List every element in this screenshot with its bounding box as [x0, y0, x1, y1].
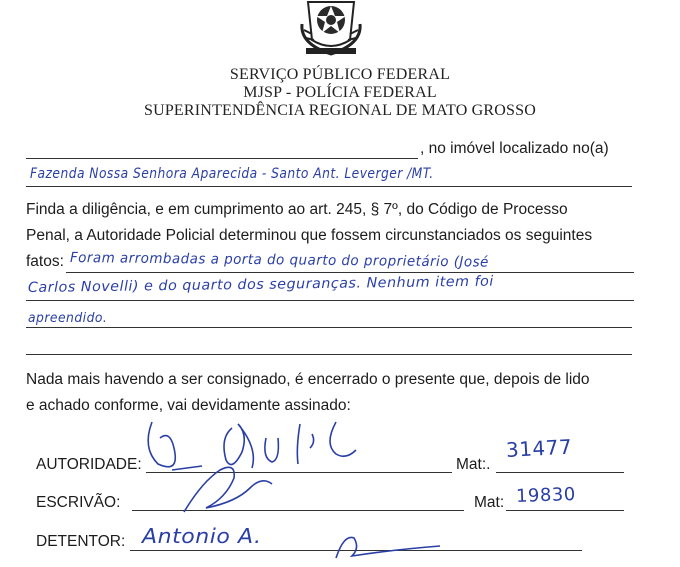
autoridade-mat-line [496, 472, 624, 473]
header-service-title: SERVIÇO PÚBLICO FEDERAL [229, 66, 451, 83]
location-handwritten-value: Fazenda Nossa Senhora Aparecida - Santo Ant. Leverger /MT. [30, 166, 434, 182]
facts-line-3 [26, 327, 632, 328]
autoridade-mat-label: Mat:. [456, 456, 491, 473]
coat-of-arms-emblem [298, 0, 364, 58]
autoridade-label: AUTORIDADE: [36, 456, 142, 473]
header-ministry-title: MJSP - POLÍCIA FEDERAL [243, 84, 437, 101]
header-superintendence-title: SUPERINTENDÊNCIA REGIONAL DE MATO GROSSO [143, 102, 536, 119]
escrivao-mat-label: Mat: [474, 494, 505, 511]
closing-line-1: Nada mais havendo a ser consignado, é encerrado o presente que, depois de lido [26, 371, 590, 388]
facts-handwritten-line-3: apreendido. [28, 311, 108, 326]
location-suffix-text: , no imóvel localizado no(a) [420, 140, 609, 157]
closing-line-2: e achado conforme, vai devidamente assinado: [26, 397, 351, 414]
paragraph-line-1: Finda a diligência, e em cumprimento ao art. 245, § 7º, do Código de Processo [26, 201, 568, 218]
escrivao-label: ESCRIVÃO: [36, 494, 121, 511]
autoridade-mat-value: 31477 [505, 434, 573, 462]
paragraph-line-2: Penal, a Autoridade Policial determinou que fossem circunstanciados os seguintes [26, 227, 593, 244]
facts-label: fatos: [26, 253, 64, 270]
facts-line-1 [66, 272, 634, 273]
detentor-handwritten-name: Antonio A. [142, 524, 262, 548]
escrivao-mat-line [506, 510, 624, 511]
blank-line-top [26, 158, 418, 159]
escrivao-mat-value: 19830 [515, 483, 577, 507]
detentor-signature-flourish [330, 528, 450, 562]
facts-line-2 [26, 300, 634, 301]
facts-handwritten-line-1: Foram arrombadas a porta do quarto do proprietário (José [69, 250, 489, 271]
facts-line-4 [26, 354, 632, 355]
escrivao-signature [176, 462, 296, 518]
detentor-label: DETENTOR: [36, 533, 126, 550]
location-line [26, 186, 632, 187]
facts-handwritten-line-2: Carlos Novelli) e do quarto dos seguranças. Nenhum item foi [27, 273, 494, 296]
